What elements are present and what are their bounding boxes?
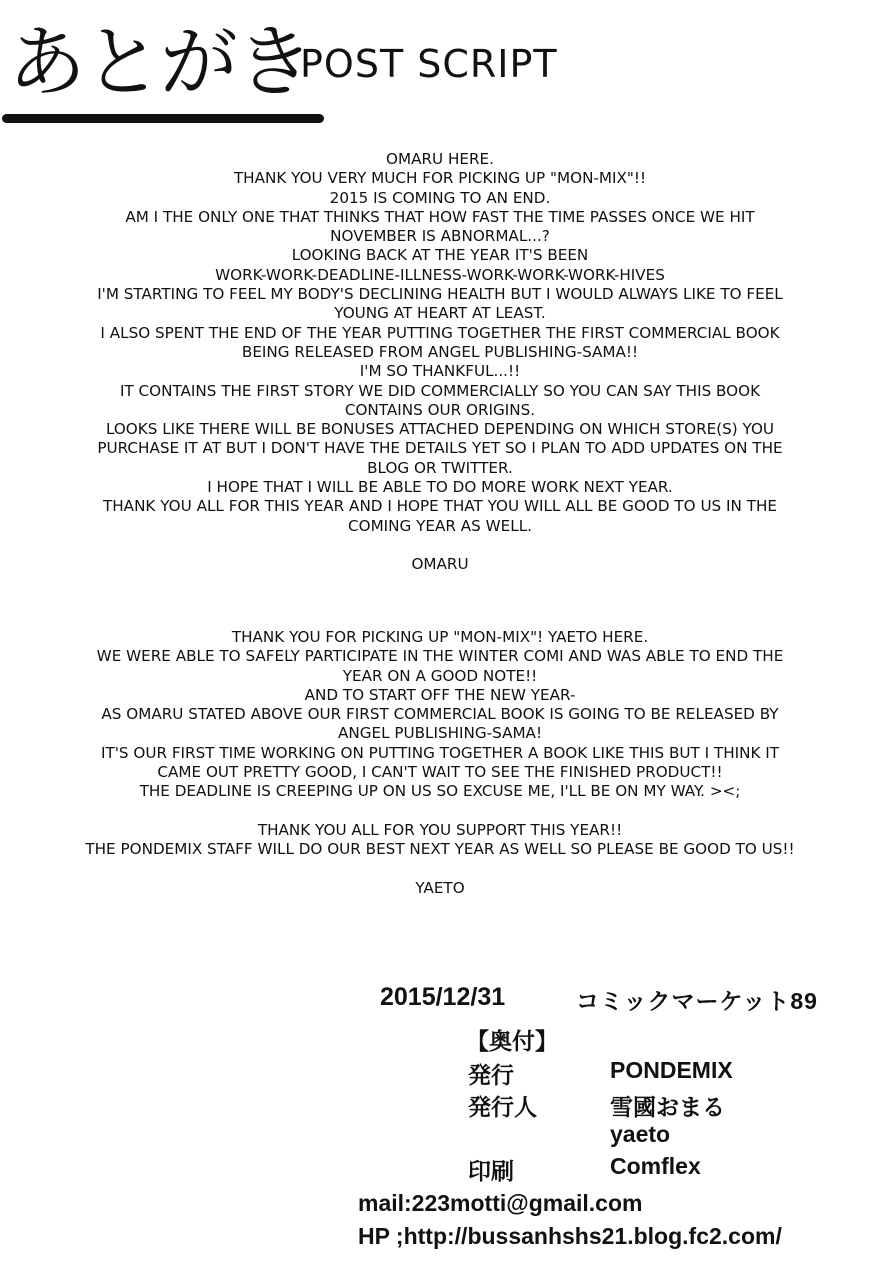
event-name: コミックマーケット89 [576,988,818,1014]
letter-line: AND TO START OFF THE NEW YEAR- [304,685,576,704]
title-japanese: あとがき [8,18,313,108]
letter-line: ANGEL PUBLISHING-SAMA! [337,724,543,743]
issuer-value-1: 雪國おまる [610,1094,725,1120]
letter-line: IT'S OUR FIRST TIME WORKING ON PUTTING TOGETHER A BOOK LIKE THIS BUT I THINK IT [100,743,780,762]
letter-line: IT CONTAINS THE FIRST STORY WE DID COMMERCIALLY SO YOU CAN SAY THIS BOOK [119,381,761,400]
header [0,0,880,140]
publisher-value: PONDEMIX [610,1057,733,1083]
issuer-label: 発行人 [468,1094,537,1120]
letter-line: PURCHASE IT AT BUT I DON'T HAVE THE DETAILS YET SO I PLAN TO ADD UPDATES ON THE [97,439,783,458]
letter-line: CAME OUT PRETTY GOOD, I CAN'T WAIT TO SEE THE FINISHED PRODUCT!! [157,763,723,782]
letter-line: AS OMARU STATED ABOVE OUR FIRST COMMERCIAL BOOK IS GOING TO BE RELEASED BY [101,705,779,724]
printer-label: 印刷 [468,1158,514,1184]
letter-line: YOUNG AT HEART AT LEAST. [334,304,546,323]
letter-line: I ALSO SPENT THE END OF THE YEAR PUTTING TOGETHER THE FIRST COMMERCIAL BOOK [100,323,780,342]
letter-line: I'M SO THANKFUL...!! [359,362,521,381]
printer-value: Comflex [610,1153,701,1179]
letter-line: COMING YEAR AS WELL. [348,516,532,535]
letter-line: I'M STARTING TO FEEL MY BODY'S DECLINING HEALTH BUT I WOULD ALWAYS LIKE TO FEEL [97,285,783,304]
omaru-message [12,150,868,575]
letter-line: LOOKING BACK AT THE YEAR IT'S BEEN [291,246,589,265]
signature-omaru: OMARU [411,555,469,574]
title-underline [2,114,324,123]
title-english: POST SCRIPT [300,42,558,86]
signature-yaeto: YAETO [415,878,465,897]
letter-line: THANK YOU VERY MUCH FOR PICKING UP "MON-MIX"!! [233,169,647,188]
homepage-url: HP ;http://bussanhshs21.blog.fc2.com/ [358,1223,782,1249]
letter-line: YEAR ON A GOOD NOTE!! [342,666,538,685]
letter-line: LOOKS LIKE THERE WILL BE BONUSES ATTACHED DEPENDING ON WHICH STORE(S) YOU [105,420,775,439]
colophon-heading: 【奥付】 [466,1028,558,1054]
yaeto-message [12,628,868,898]
letter-line: THANK YOU ALL FOR YOU SUPPORT THIS YEAR!! [257,820,623,839]
publisher-label: 発行 [468,1062,514,1088]
blank-line [12,802,868,821]
letter-line: THE PONDEMIX STAFF WILL DO OUR BEST NEXT YEAR AS WELL SO PLEASE BE GOOD TO US!! [85,840,795,859]
letter-line: WORK-WORK-DEADLINE-ILLNESS-WORK-WORK-WORK-HIVES [215,265,665,284]
blank-line [12,860,868,879]
letter-line: I HOPE THAT I WILL BE ABLE TO DO MORE WORK NEXT YEAR. [207,478,673,497]
letter-line: 2015 IS COMING TO AN END. [329,188,551,207]
letter-line: THE DEADLINE IS CREEPING UP ON US SO EXCUSE ME, I'LL BE ON MY WAY. ><; [139,782,741,801]
contact-email: mail:223motti@gmail.com [358,1190,643,1216]
letter-line: NOVEMBER IS ABNORMAL...? [330,227,550,246]
letter-line: THANK YOU FOR PICKING UP "MON-MIX"! YAETO HERE. [231,628,649,646]
letter-line: OMARU HERE. [386,150,494,168]
letter-line: WE WERE ABLE TO SAFELY PARTICIPATE IN THE WINTER COMI AND WAS ABLE TO END THE [96,647,784,666]
issuer-value-2: yaeto [610,1121,671,1147]
letter-line: BLOG OR TWITTER. [367,458,513,477]
blank-line [12,536,868,555]
letter-line: CONTAINS OUR ORIGINS. [344,400,536,419]
letter-line: THANK YOU ALL FOR THIS YEAR AND I HOPE THAT YOU WILL ALL BE GOOD TO US IN THE [102,497,777,516]
publication-date: 2015/12/31 [380,983,506,1011]
letter-line: AM I THE ONLY ONE THAT THINKS THAT HOW FAST THE TIME PASSES ONCE WE HIT [125,207,755,226]
colophon [0,975,880,1275]
letter-line: BEING RELEASED FROM ANGEL PUBLISHING-SAMA!! [241,342,639,361]
